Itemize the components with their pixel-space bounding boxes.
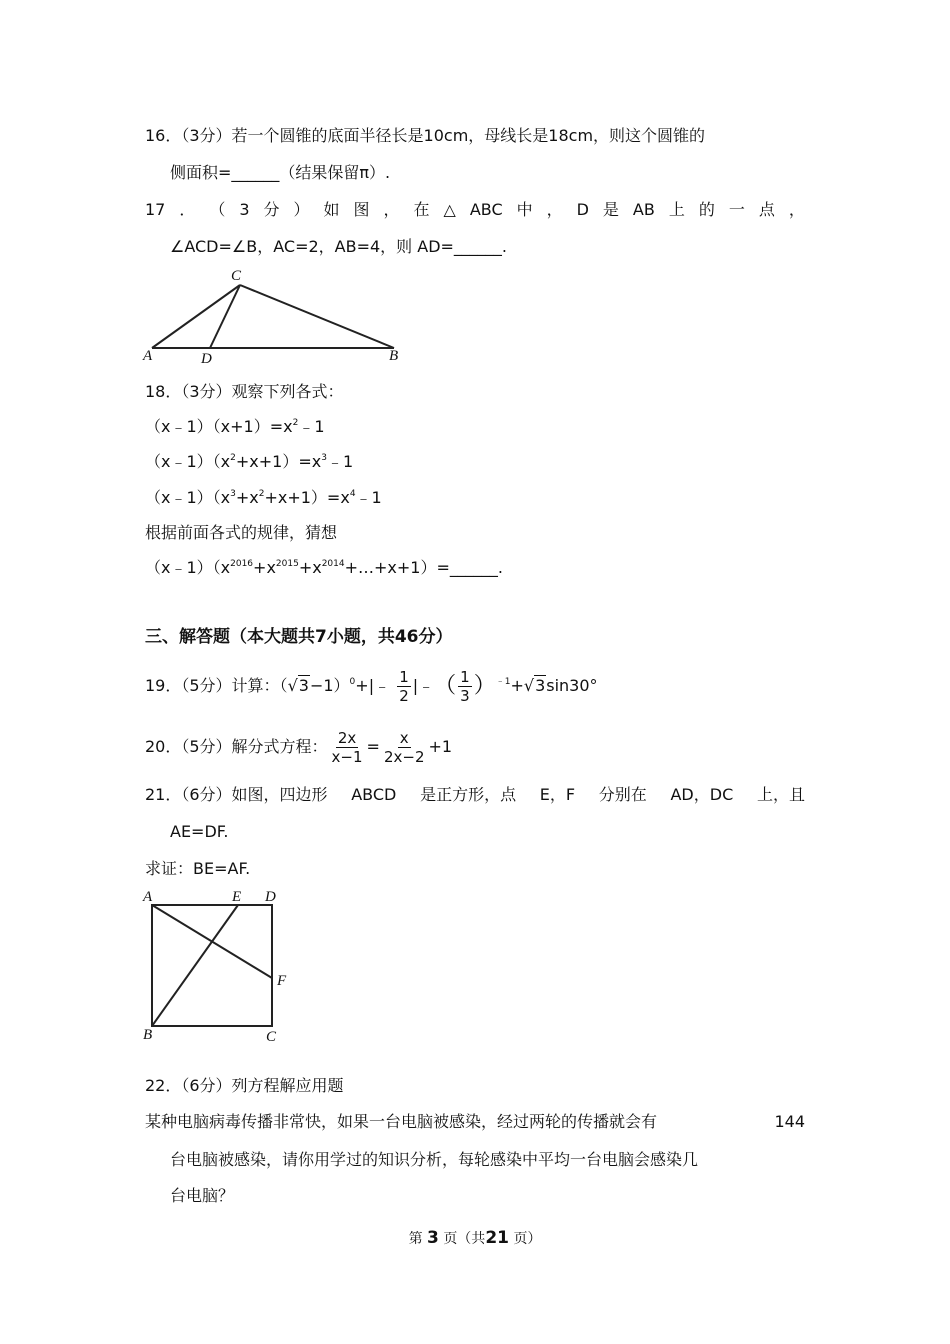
label-d: D xyxy=(265,889,276,905)
q18-title: 18．（3分）观察下列各式： xyxy=(145,382,344,401)
q18-eq2: $(x﹣1)(x^2+x+1)=x^3﹣1$ xyxy=(145,452,354,471)
q18-eq1: $(x﹣1)(x+1)=x^2﹣1$ xyxy=(145,417,325,436)
page-total: 21 xyxy=(485,1228,509,1248)
square-figure xyxy=(140,885,300,1045)
label-f: F xyxy=(277,973,287,989)
label-e: E xyxy=(232,889,242,905)
label-c: C xyxy=(266,1029,277,1045)
q18-eq4: $(x﹣1)(x^{2016}+x^{2015}+x^{2014}+\dots+x+1)=\_\_\_\_\_\_$. xyxy=(145,558,503,577)
q16-line1: 16．（3分）若一个圆锥的底面半径长是10cm，母线长是18cm，则这个圆锥的 xyxy=(145,126,706,145)
square-abcd xyxy=(152,905,272,1026)
q16-line2: 侧面积=______（结果保留π）. xyxy=(170,163,391,182)
q21-line2: AE=DF. xyxy=(170,822,229,841)
q18-eq3: $(x﹣1)(x^3+x^2+x+1)=x^4﹣1$ xyxy=(145,488,382,507)
fraction-third: $\frac{1}{3}$ xyxy=(460,668,470,705)
q22-line1: 某种电脑病毒传播非常快，如果一台电脑被感染，经过两轮的传播就会有 144 xyxy=(145,1112,805,1131)
q18-rule: 根据前面各式的规律，猜想 xyxy=(145,523,338,542)
q21-line1: 21．（6分）如图，四边形 ABCD 是正方形，点 E，F 分别在 AD，DC 上，且 xyxy=(145,785,805,804)
page-footer: 第 3 页（共21 页） xyxy=(408,1228,542,1248)
q20-line: 20．（5分）解分式方程： $\frac{2x}{x-1}$ = $\frac{x}{2x-2}$ +1 xyxy=(145,729,453,766)
q17-line1: 17 ． （ 3 分 ） 如 图 ， 在 △ ABC 中 ， D 是 AB 上 的 一 点 ， xyxy=(145,200,805,219)
section-title: 三、解答题（本大题共7小题，共46分） xyxy=(145,627,453,647)
fraction-half: $\frac{1}{2}$ xyxy=(399,668,409,705)
q19-line: 19．（5分）计算：$(√3-1)^0+|﹣$ $\frac{1}{2}$ |﹣（ $\frac{1}{3}$ ）$^{﹣1}$+√3sin30° xyxy=(145,668,598,705)
fraction-x-over-2x-minus-2: $\frac{x}{2x-2}$ xyxy=(383,729,425,766)
q21-prove: 求证：BE=AF. xyxy=(145,859,251,878)
label-b: B xyxy=(389,348,399,364)
label-a: A xyxy=(143,889,153,905)
triangle-figure xyxy=(140,262,410,368)
segment-af xyxy=(152,905,272,978)
label-c: C xyxy=(231,268,242,284)
q17-line2: ∠ACD=∠B，AC=2，AB=4，则 AD=______. xyxy=(170,237,508,256)
label-b: B xyxy=(143,1027,153,1043)
segment-cb xyxy=(240,285,394,348)
q22-line2: 台电脑被感染，请你用学过的知识分析，每轮感染中平均一台电脑会感染几 xyxy=(170,1150,699,1169)
fraction-2x-over-x-minus-1: $\frac{2x}{x-1}$ xyxy=(331,729,363,766)
page-number: 3 xyxy=(427,1228,439,1248)
segment-be xyxy=(152,905,238,1026)
label-d: D xyxy=(201,351,212,367)
segment-cd xyxy=(210,285,240,348)
q22-title: 22．（6分）列方程解应用题 xyxy=(145,1076,344,1095)
segment-ac xyxy=(152,285,240,348)
label-a: A xyxy=(143,348,153,364)
q22-line3: 台电脑？ xyxy=(170,1186,235,1205)
